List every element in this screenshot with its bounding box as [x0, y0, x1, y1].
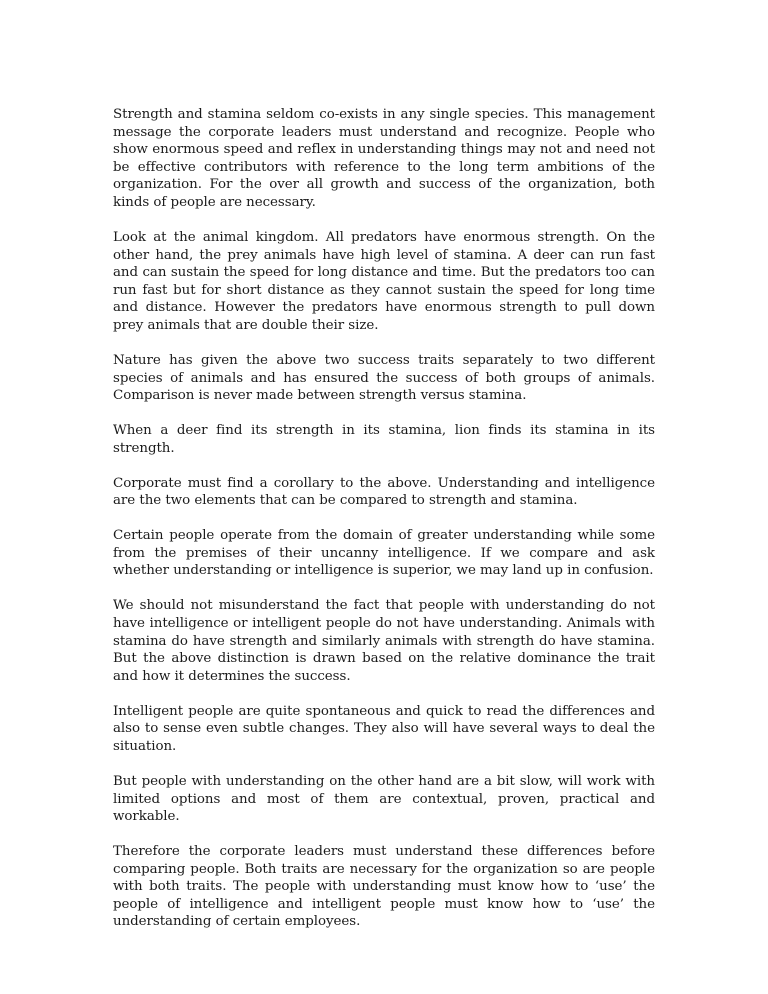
paragraph-misunderstand: We should not misunderstand the fact that people with understanding do not have intelligence or intelligent people do not have understanding. Animals with stamina do have strength and similarly animals with strength do have stamina. But the above distinction is drawn based on the relative dominance the trait and how it determines the success.	[113, 598, 655, 684]
paragraph-corporate-corollary: Corporate must find a corollary to the above. Understanding and intelligence are the two elements that can be compared to strength and stamina.	[113, 475, 655, 509]
paragraph-understanding-intelligence: Certain people operate from the domain of greater understanding while some from the premises of their uncanny intelligence. If we compare and ask whether understanding or intelligence is superior, we may land up in confusion.	[113, 528, 655, 579]
document-body	[113, 106, 655, 931]
paragraph-understanding-people: But people with understanding on the other hand are a bit slow, will work with limited options and most of them are contextual, proven, practical and workable.	[113, 773, 655, 825]
paragraph-intelligent-people: Intelligent people are quite spontaneous and quick to read the differences and also to sense even subtle changes. They also will have several ways to deal the situation.	[113, 703, 655, 754]
paragraph-conclusion: Therefore the corporate leaders must understand these differences before comparing people. Both traits are necessary for the organization so are people with both traits. The people with understanding must know how to ‘use’ the people of intelligence and intelligent people must know how to ‘use’ the understanding of certain employees.	[113, 844, 655, 930]
paragraph-deer-lion: When a deer find its strength in its stamina, lion finds its stamina in its strength.	[113, 423, 655, 456]
paragraph-strength-stamina: Strength and stamina seldom co-exists in any single species. This management message the corporate leaders must understand and recognize. People who show enormous speed and reflex in understanding things may not and need not be effective contributors with reference to the long term ambitions of the organization. For the over all growth and success of the organization, both kinds of people are necessary.	[113, 107, 655, 210]
paragraph-animal-kingdom: Look at the animal kingdom. All predators have enormous strength. On the other hand, the prey animals have high level of stamina. A deer can run fast and can sustain the speed for long distance and time. But the predators too can run fast but for short distance as they cannot sustain the speed for long time and distance. However the predators have enormous strength to pull down prey animals that are double their size.	[113, 229, 655, 333]
paragraph-nature-traits: Nature has given the above two success traits separately to two different species of animals and has ensured the success of both groups of animals. Comparison is never made between strength versus stamina.	[113, 352, 655, 404]
